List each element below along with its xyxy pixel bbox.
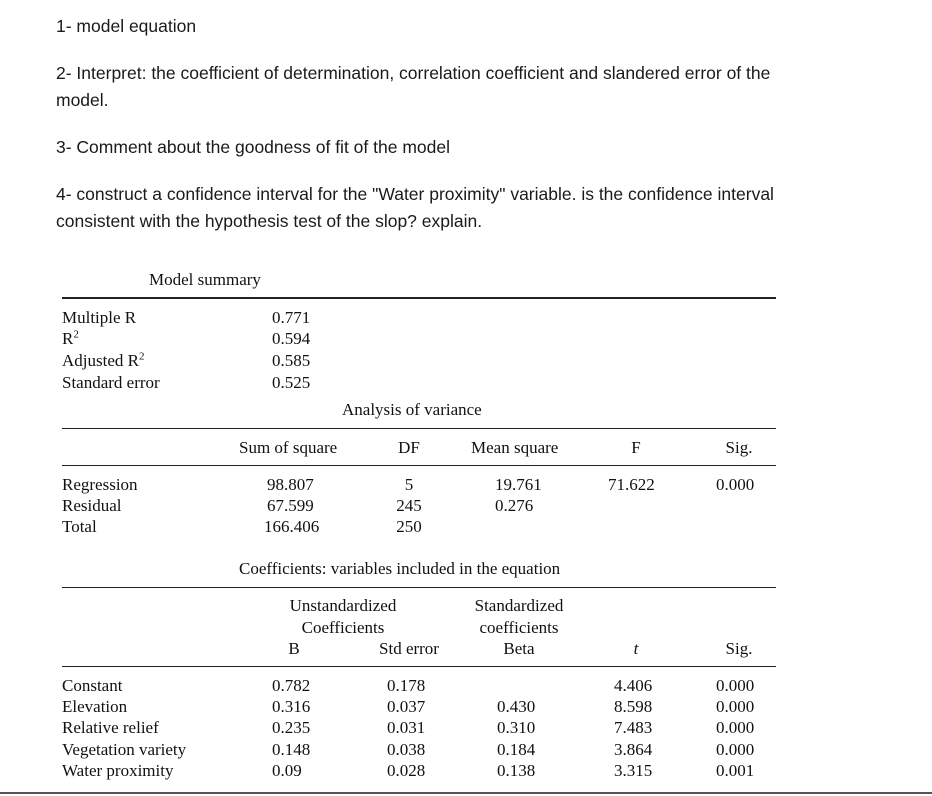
question-3: 3- Comment about the goodness of fit of the model [56,137,450,157]
coef-se-relative-relief: 0.031 [387,718,426,737]
anova-label-regression: Regression [62,475,138,494]
coef-se-constant: 0.178 [387,676,426,695]
anova-df-regression: 5 [404,475,414,494]
anova-title: Analysis of variance [342,400,482,419]
coef-beta-elevation: 0.430 [497,697,536,716]
coefficients-title: Coefficients: variables included in the equation [239,559,561,578]
coef-label-constant: Constant [62,676,123,695]
coef-t-relative-relief: 7.483 [614,718,653,737]
coef-sig-water-proximity: 0.001 [716,761,755,780]
question-1: 1- model equation [56,16,197,36]
anova-header-sum-of-square: Sum of square [239,438,338,457]
anova-ms-regression: 19.761 [495,475,542,494]
anova-label-residual: Residual [62,496,122,515]
rule [62,297,776,299]
ms-value-adjusted-r2: 0.585 [272,351,311,370]
coef-t-water-proximity: 3.315 [614,761,653,780]
coef-se-vegetation-variety: 0.038 [387,740,426,759]
coef-b-elevation: 0.316 [272,697,311,716]
coef-header-standardized: Standardized [474,596,564,615]
question-4: 4- construct a confidence interval for the "Water proximity" variable. is the confidence interval consistent with the hypothesis test of the slop? explain. [56,184,774,231]
ms-value-multiple-r: 0.771 [272,308,311,327]
coef-sig-vegetation-variety: 0.000 [716,740,755,759]
anova-ss-total: 166.406 [264,517,320,536]
anova-header-mean-square: Mean square [471,438,559,457]
coef-header-sig: Sig. [725,639,753,658]
coef-beta-vegetation-variety: 0.184 [497,740,536,759]
ms-label-standard-error: Standard error [62,373,160,392]
ms-label-adjusted-r2: Adjusted $R^2$ [62,350,145,370]
coef-header-std-coefficients: coefficients [479,618,559,637]
page-bottom-border [0,792,932,794]
coef-header-t: t [633,639,639,658]
coef-label-water-proximity: Water proximity [62,761,174,780]
coef-se-water-proximity: 0.028 [387,761,426,780]
rule [62,465,776,466]
coef-beta-relative-relief: 0.310 [497,718,536,737]
coef-sig-constant: 0.000 [716,676,755,695]
question-2: 2- Interpret: the coefficient of determination, correlation coefficient and slandered error of the model. [56,63,771,110]
anova-header-df: DF [398,438,420,457]
coef-header-std-error: Std error [379,639,439,658]
coef-b-vegetation-variety: 0.148 [272,740,311,759]
anova-header-f: F [631,438,641,457]
coef-sig-elevation: 0.000 [716,697,755,716]
coef-b-water-proximity: 0.09 [272,761,302,780]
coef-label-elevation: Elevation [62,697,128,716]
coef-label-relative-relief: Relative relief [62,718,159,737]
coef-label-vegetation-variety: Vegetation variety [62,740,187,759]
anova-ss-regression: 98.807 [267,475,314,494]
anova-ss-residual: 67.599 [267,496,314,515]
ms-value-standard-error: 0.525 [272,373,311,392]
model-summary-title: Model summary [149,270,261,289]
anova-header-sig: Sig. [725,438,753,457]
coef-beta-water-proximity: 0.138 [497,761,536,780]
coef-t-constant: 4.406 [614,676,653,695]
coef-header-b: B [288,639,300,658]
anova-sig-regression: 0.000 [716,475,755,494]
anova-df-total: 250 [396,517,422,536]
anova-f-regression: 71.622 [608,475,655,494]
coef-header-beta: Beta [503,639,535,658]
coef-header-coefficients: Coefficients [301,618,385,637]
rule [62,666,776,667]
coef-b-constant: 0.782 [272,676,311,695]
coef-se-elevation: 0.037 [387,697,426,716]
rule [62,587,776,588]
coef-t-vegetation-variety: 3.864 [614,740,653,759]
ms-value-r2: 0.594 [272,329,311,348]
coef-sig-relative-relief: 0.000 [716,718,755,737]
coef-t-elevation: 8.598 [614,697,653,716]
rule [62,428,776,429]
anova-df-residual: 245 [396,496,422,515]
ms-label-r2: $R^2$ [62,328,79,348]
anova-ms-residual: 0.276 [495,496,534,515]
coef-header-unstandardized: Unstandardized [289,596,397,615]
anova-label-total: Total [62,517,97,536]
ms-label-multiple-r: Multiple R [62,308,137,327]
coef-b-relative-relief: 0.235 [272,718,311,737]
